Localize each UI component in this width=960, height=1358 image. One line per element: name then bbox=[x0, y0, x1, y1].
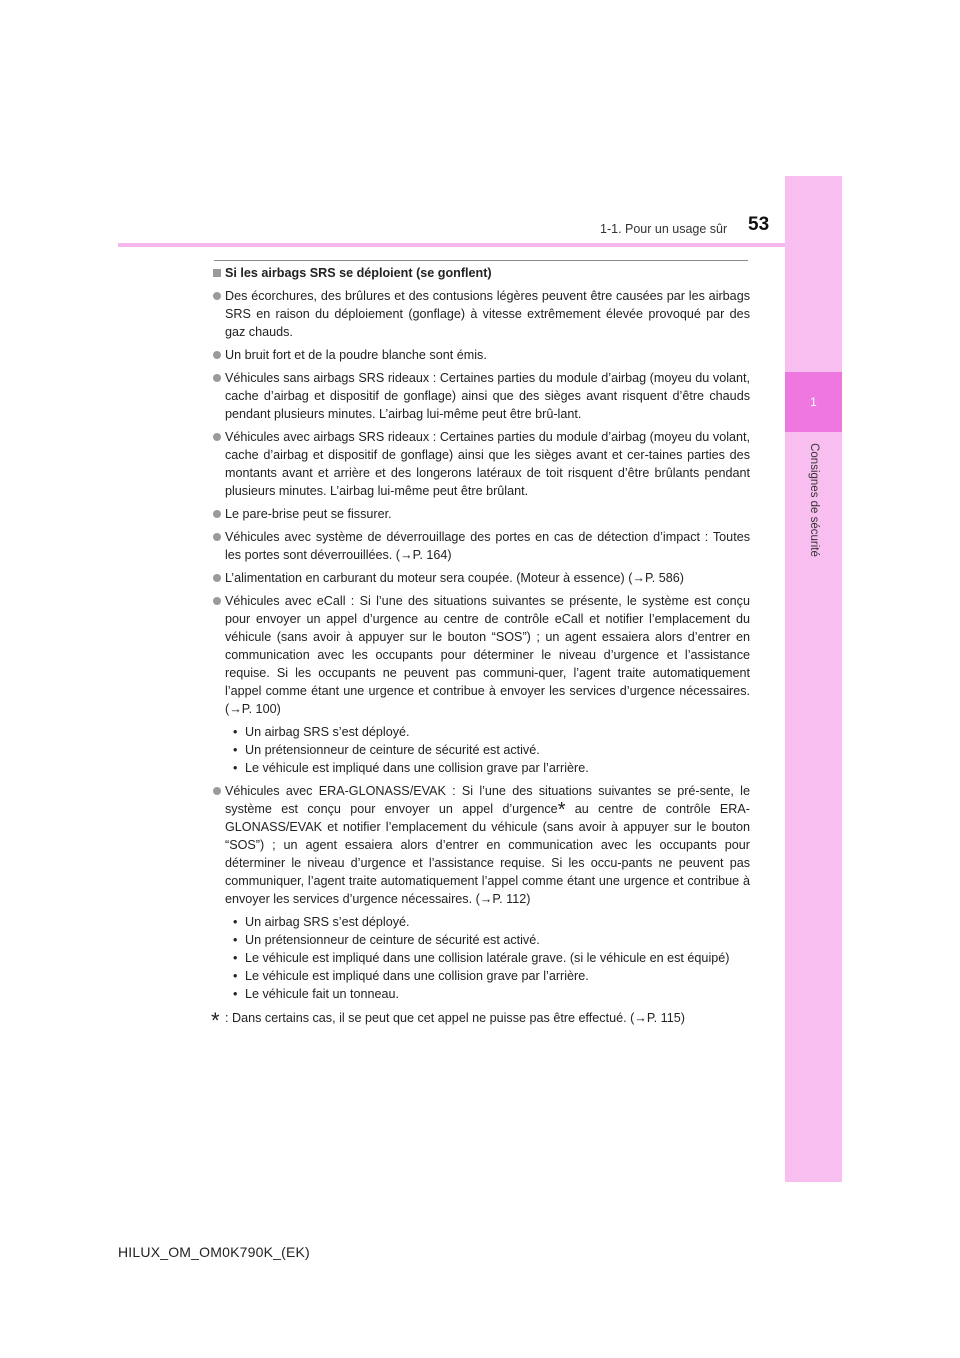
condition-item: • Le véhicule est impliqué dans une collision grave par l’arrière. bbox=[233, 761, 589, 775]
chapter-number: 1 bbox=[785, 372, 842, 432]
era-conditions bbox=[213, 913, 750, 1003]
list-item-ecall: Véhicules avec eCall : Si l’une des situations suivantes se présente, le système est conçu pour envoyer un appel d’urgence au centre de contrôle eCall et notifier l’emplacement du véhicule (sans avoir à appuyer sur le bouton “SOS”) ; un agent essaiera alors d’entrer en communication avec les occupants pour déterminer le niveau d’urgence et l’assistance requise. Si les occupants ne peuvent pas communi-quer, l’agent traite automatiquement l’appel comme étant une urgence et contribue à envoyer les services d’urgence nécessaires. (→P. 100) bbox=[213, 592, 750, 718]
list-item: Véhicules avec airbags SRS rideaux : Certaines parties du module d’airbag (moyeu du volant, cache d’airbag et dispositif de gonflage) ainsi que les sièges avant et cer-taines parties des montants avant et arrière et des longerons latéraux de toit risquent d’être brûlants pendant plusieurs minutes. L’airbag lui-même peut être brûlant. bbox=[213, 428, 750, 500]
asterisk-marker: * bbox=[557, 799, 566, 821]
condition-item: • Un prétensionneur de ceinture de sécurité est activé. bbox=[233, 933, 540, 947]
list-item: Le pare-brise peut se fissurer. bbox=[213, 505, 750, 523]
section-title: 1-1. Pour un usage sûr bbox=[600, 222, 728, 236]
chapter-title: Consignes de sécurité bbox=[808, 443, 820, 557]
ecall-conditions bbox=[213, 723, 750, 777]
circle-bullet-icon bbox=[213, 374, 221, 382]
square-bullet-icon bbox=[213, 269, 221, 277]
circle-bullet-icon bbox=[213, 533, 221, 541]
page-number: 53 bbox=[748, 214, 770, 235]
document-id: HILUX_OM_OM0K790K_(EK) bbox=[118, 1244, 310, 1260]
condition-item: • Le véhicule fait un tonneau. bbox=[233, 987, 400, 1001]
condition-item: • Un prétensionneur de ceinture de sécurité est activé. bbox=[233, 743, 540, 757]
condition-item: • Un airbag SRS s’est déployé. bbox=[233, 915, 410, 929]
circle-bullet-icon bbox=[213, 292, 221, 300]
condition-item: • Le véhicule est impliqué dans une collision latérale grave. (si le véhicule en est équipé) bbox=[233, 951, 730, 965]
circle-bullet-icon bbox=[213, 433, 221, 441]
footnote: * : Dans certains cas, il se peut que cet appel ne puisse pas être effectué. (→P. 115) bbox=[211, 1008, 685, 1033]
circle-bullet-icon bbox=[213, 574, 221, 582]
list-item: Des écorchures, des brûlures et des contusions légères peuvent être causées par les airbags SRS en raison du déploiement (gonflage) à vitesse extrêmement élevée provoqué par des gaz chauds. bbox=[213, 287, 750, 341]
header-rule bbox=[118, 243, 785, 247]
page-content bbox=[211, 264, 750, 1033]
list-item: L’alimentation en carburant du moteur sera coupée. (Moteur à essence) (→P. 586) bbox=[213, 569, 750, 587]
content-rule bbox=[214, 260, 748, 261]
circle-bullet-icon bbox=[213, 787, 221, 795]
circle-bullet-icon bbox=[213, 351, 221, 359]
chapter-tab bbox=[785, 176, 842, 1182]
footnote-marker: * bbox=[211, 1008, 220, 1033]
section-heading: Si les airbags SRS se déploient (se gonflent) bbox=[213, 264, 750, 282]
circle-bullet-icon bbox=[213, 597, 221, 605]
condition-item: • Un airbag SRS s’est déployé. bbox=[233, 725, 410, 739]
condition-item: • Le véhicule est impliqué dans une collision grave par l’arrière. bbox=[233, 969, 589, 983]
list-item: Véhicules avec système de déverrouillage des portes en cas de détection d’impact : Toutes les portes sont déverrouillées. (→P. 164) bbox=[213, 528, 750, 564]
circle-bullet-icon bbox=[213, 510, 221, 518]
list-item: Véhicules sans airbags SRS rideaux : Certaines parties du module d’airbag (moyeu du volant, cache d’airbag et dispositif de gonflage) ainsi que des sièges avant risquent d’être chauds pendant plusieurs minutes. L’airbag lui-même peut être brû-lant. bbox=[213, 369, 750, 423]
list-item-era-glonass: Véhicules avec ERA-GLONASS/EVAK : Si l’une des situations suivantes se pré-sente, le système est conçu pour envoyer un appel d’urgence* au centre de contrôle ERA-GLONASS/EVAK et notifier l’emplacement du véhicule (sans avoir à appuyer sur le bouton “SOS”) ; un agent essaiera alors d’entrer en communication avec les occupants pour déterminer le niveau d’urgence et l’assistance requise. Si les occu-pants ne peuvent pas communiquer, l’agent traite automatiquement l’appel comme étant une urgence et contribue à envoyer les services d’urgence nécessaires. (→P. 112) bbox=[213, 782, 750, 908]
list-item: Un bruit fort et de la poudre blanche sont émis. bbox=[213, 346, 750, 364]
